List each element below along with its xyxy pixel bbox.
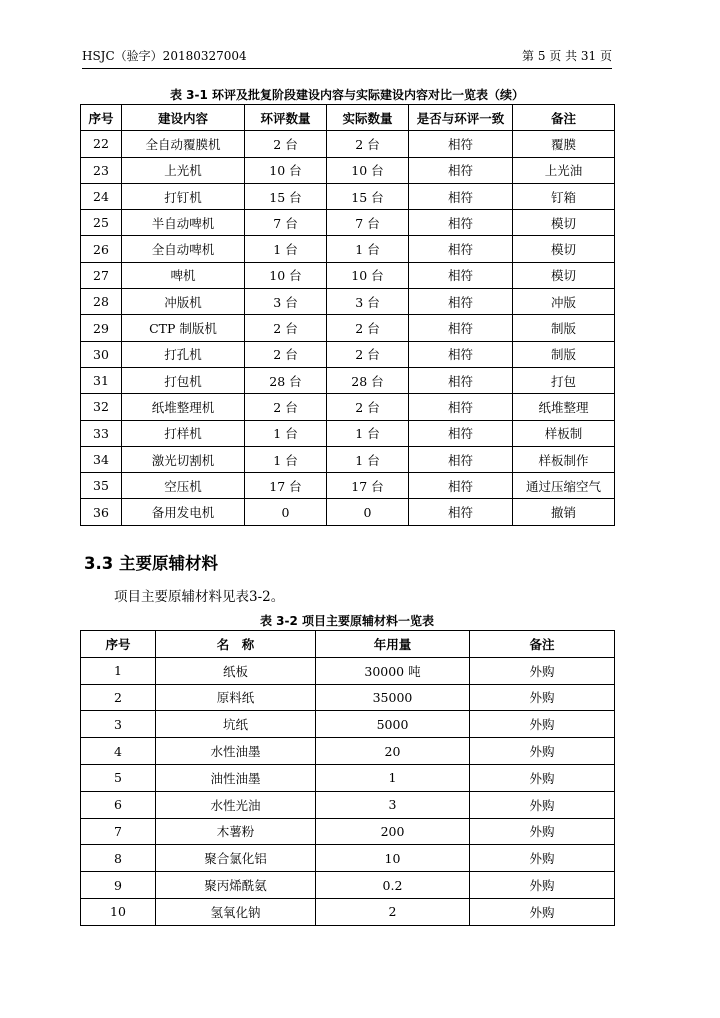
- table-cell: 1 台: [245, 446, 327, 472]
- section-heading: 3.3 主要原辅材料: [84, 554, 218, 573]
- table-row: [81, 684, 615, 711]
- table-cell: 31: [81, 367, 122, 393]
- table-cell: 全自动啤机: [122, 236, 245, 262]
- table-cell: 外购: [470, 872, 615, 899]
- column-header: 序号: [81, 631, 156, 658]
- column-header: 备注: [513, 105, 615, 131]
- table2-caption: 表 3-2 项目主要原辅材料一览表: [259, 614, 435, 628]
- table-cell: 1: [81, 657, 156, 684]
- raw-materials-table: [80, 630, 615, 926]
- table-cell: 26: [81, 236, 122, 262]
- table-cell: 木薯粉: [156, 818, 316, 845]
- table-cell: 坑纸: [156, 711, 316, 738]
- table-cell: 外购: [470, 738, 615, 765]
- table-cell: 打包: [513, 367, 615, 393]
- table-cell: 10: [316, 845, 470, 872]
- table-cell: 0.2: [316, 872, 470, 899]
- table-cell: 外购: [470, 657, 615, 684]
- table-cell: 2 台: [245, 341, 327, 367]
- table-cell: 半自动啤机: [122, 210, 245, 236]
- table-cell: 纸堆整理机: [122, 394, 245, 420]
- column-header: 年用量: [316, 631, 470, 658]
- table-cell: 34: [81, 446, 122, 472]
- table-cell: 23: [81, 157, 122, 183]
- table-cell: 制版: [513, 315, 615, 341]
- table-cell: 28: [81, 289, 122, 315]
- page-header: [82, 48, 612, 64]
- table-cell: 5: [81, 764, 156, 791]
- table-cell: 1 台: [245, 420, 327, 446]
- table-row: [81, 764, 615, 791]
- table-cell: 2 台: [245, 131, 327, 157]
- column-header: 序号: [81, 105, 122, 131]
- table-cell: 相符: [409, 499, 513, 525]
- table-row: [81, 315, 615, 341]
- table-cell: 8: [81, 845, 156, 872]
- table-cell: 1 台: [327, 236, 409, 262]
- table-cell: 外购: [470, 898, 615, 925]
- table-cell: 7 台: [327, 210, 409, 236]
- table-cell: 7 台: [245, 210, 327, 236]
- table-row: [81, 738, 615, 765]
- table-cell: 3: [316, 791, 470, 818]
- table-cell: 模切: [513, 210, 615, 236]
- table-cell: 打样机: [122, 420, 245, 446]
- table-row: [81, 872, 615, 899]
- table-cell: 原料纸: [156, 684, 316, 711]
- table-cell: 2 台: [245, 394, 327, 420]
- table1-caption: 表 3-1 环评及批复阶段建设内容与实际建设内容对比一览表（续）: [169, 88, 525, 102]
- table-cell: 0: [245, 499, 327, 525]
- table-cell: 样板制: [513, 420, 615, 446]
- table-cell: 10 台: [327, 262, 409, 288]
- table-cell: CTP 制版机: [122, 315, 245, 341]
- table-cell: 全自动覆膜机: [122, 131, 245, 157]
- table-row: [81, 711, 615, 738]
- table-row: [81, 157, 615, 183]
- table-cell: 水性光油: [156, 791, 316, 818]
- table-row: [81, 473, 615, 499]
- table-cell: 32: [81, 394, 122, 420]
- table-row: [81, 367, 615, 393]
- table-cell: 相符: [409, 394, 513, 420]
- table-cell: 冲版机: [122, 289, 245, 315]
- page-number: 第 5 页 共 31 页: [522, 49, 612, 63]
- table-cell: 10 台: [245, 262, 327, 288]
- section-paragraph: 项目主要原辅材料见表3-2。: [114, 589, 285, 605]
- table-cell: 30000 吨: [316, 657, 470, 684]
- table-cell: 空压机: [122, 473, 245, 499]
- construction-comparison-table: [80, 104, 615, 526]
- table-cell: 2 台: [327, 315, 409, 341]
- table-cell: 22: [81, 131, 122, 157]
- table-cell: 17 台: [245, 473, 327, 499]
- table-cell: 10: [81, 898, 156, 925]
- document-code: HSJC（验字）20180327004: [82, 49, 247, 63]
- table-cell: 外购: [470, 791, 615, 818]
- table-cell: 6: [81, 791, 156, 818]
- table-row: [81, 499, 615, 525]
- table-cell: 油性油墨: [156, 764, 316, 791]
- table-cell: 备用发电机: [122, 499, 245, 525]
- table-cell: 相符: [409, 262, 513, 288]
- table-row: [81, 210, 615, 236]
- table-cell: 冲版: [513, 289, 615, 315]
- table-cell: 20: [316, 738, 470, 765]
- table-cell: 外购: [470, 684, 615, 711]
- table-cell: 激光切割机: [122, 446, 245, 472]
- table-cell: 相符: [409, 210, 513, 236]
- column-header: 备注: [470, 631, 615, 658]
- table-cell: 钉箱: [513, 183, 615, 209]
- table-cell: 外购: [470, 845, 615, 872]
- table-cell: 啤机: [122, 262, 245, 288]
- table-cell: 外购: [470, 711, 615, 738]
- table-cell: 15 台: [327, 183, 409, 209]
- table-header-row: [81, 631, 615, 658]
- table-cell: 35000: [316, 684, 470, 711]
- table-row: [81, 791, 615, 818]
- table-cell: 外购: [470, 764, 615, 791]
- table-cell: 相符: [409, 367, 513, 393]
- column-header: 建设内容: [122, 105, 245, 131]
- table-cell: 1: [316, 764, 470, 791]
- table-row: [81, 262, 615, 288]
- table-cell: 29: [81, 315, 122, 341]
- table-row: [81, 818, 615, 845]
- column-header: 环评数量: [245, 105, 327, 131]
- table-cell: 25: [81, 210, 122, 236]
- table-cell: 2 台: [327, 341, 409, 367]
- table-cell: 27: [81, 262, 122, 288]
- table-cell: 样板制作: [513, 446, 615, 472]
- table-cell: 外购: [470, 818, 615, 845]
- table-row: [81, 131, 615, 157]
- table-cell: 24: [81, 183, 122, 209]
- table-row: [81, 394, 615, 420]
- table-cell: 聚合氯化铝: [156, 845, 316, 872]
- table-cell: 10 台: [327, 157, 409, 183]
- table-cell: 制版: [513, 341, 615, 367]
- table-cell: 相符: [409, 473, 513, 499]
- table-cell: 35: [81, 473, 122, 499]
- table-cell: 覆膜: [513, 131, 615, 157]
- table-cell: 9: [81, 872, 156, 899]
- table-cell: 28 台: [245, 367, 327, 393]
- table-cell: 10 台: [245, 157, 327, 183]
- table-cell: 相符: [409, 315, 513, 341]
- table-cell: 模切: [513, 236, 615, 262]
- table-cell: 纸板: [156, 657, 316, 684]
- table-row: [81, 845, 615, 872]
- table-row: [81, 420, 615, 446]
- table-cell: 水性油墨: [156, 738, 316, 765]
- table-cell: 相符: [409, 131, 513, 157]
- table-cell: 相符: [409, 341, 513, 367]
- table-cell: 相符: [409, 157, 513, 183]
- table-cell: 0: [327, 499, 409, 525]
- table-cell: 打钉机: [122, 183, 245, 209]
- table-cell: 氢氧化钠: [156, 898, 316, 925]
- table-cell: 2 台: [245, 315, 327, 341]
- table-row: [81, 657, 615, 684]
- header-divider: [82, 68, 612, 69]
- table-cell: 30: [81, 341, 122, 367]
- column-header: 是否与环评一致: [409, 105, 513, 131]
- table-cell: 打孔机: [122, 341, 245, 367]
- table-cell: 4: [81, 738, 156, 765]
- table-cell: 28 台: [327, 367, 409, 393]
- table-cell: 打包机: [122, 367, 245, 393]
- table-row: [81, 289, 615, 315]
- table-cell: 7: [81, 818, 156, 845]
- table-cell: 相符: [409, 446, 513, 472]
- table-row: [81, 341, 615, 367]
- table-cell: 撤销: [513, 499, 615, 525]
- table-cell: 聚丙烯酰氨: [156, 872, 316, 899]
- table-cell: 3 台: [327, 289, 409, 315]
- table-cell: 2: [81, 684, 156, 711]
- table-cell: 1 台: [245, 236, 327, 262]
- table-cell: 相符: [409, 183, 513, 209]
- table-cell: 2 台: [327, 131, 409, 157]
- column-header: 实际数量: [327, 105, 409, 131]
- table-row: [81, 446, 615, 472]
- table-cell: 17 台: [327, 473, 409, 499]
- table-header-row: [81, 105, 615, 131]
- table-cell: 15 台: [245, 183, 327, 209]
- table-cell: 相符: [409, 236, 513, 262]
- table-cell: 上光机: [122, 157, 245, 183]
- table-cell: 1 台: [327, 420, 409, 446]
- table-cell: 3 台: [245, 289, 327, 315]
- table-row: [81, 236, 615, 262]
- table-cell: 2: [316, 898, 470, 925]
- table-cell: 2 台: [327, 394, 409, 420]
- table-cell: 相符: [409, 289, 513, 315]
- table-cell: 上光油: [513, 157, 615, 183]
- table-cell: 3: [81, 711, 156, 738]
- table-row: [81, 183, 615, 209]
- table-cell: 33: [81, 420, 122, 446]
- table-cell: 相符: [409, 420, 513, 446]
- column-header: 名 称: [156, 631, 316, 658]
- table-cell: 200: [316, 818, 470, 845]
- table-cell: 模切: [513, 262, 615, 288]
- table-row: [81, 898, 615, 925]
- table-cell: 纸堆整理: [513, 394, 615, 420]
- table-cell: 36: [81, 499, 122, 525]
- table-cell: 1 台: [327, 446, 409, 472]
- table-cell: 5000: [316, 711, 470, 738]
- table-cell: 通过压缩空气: [513, 473, 615, 499]
